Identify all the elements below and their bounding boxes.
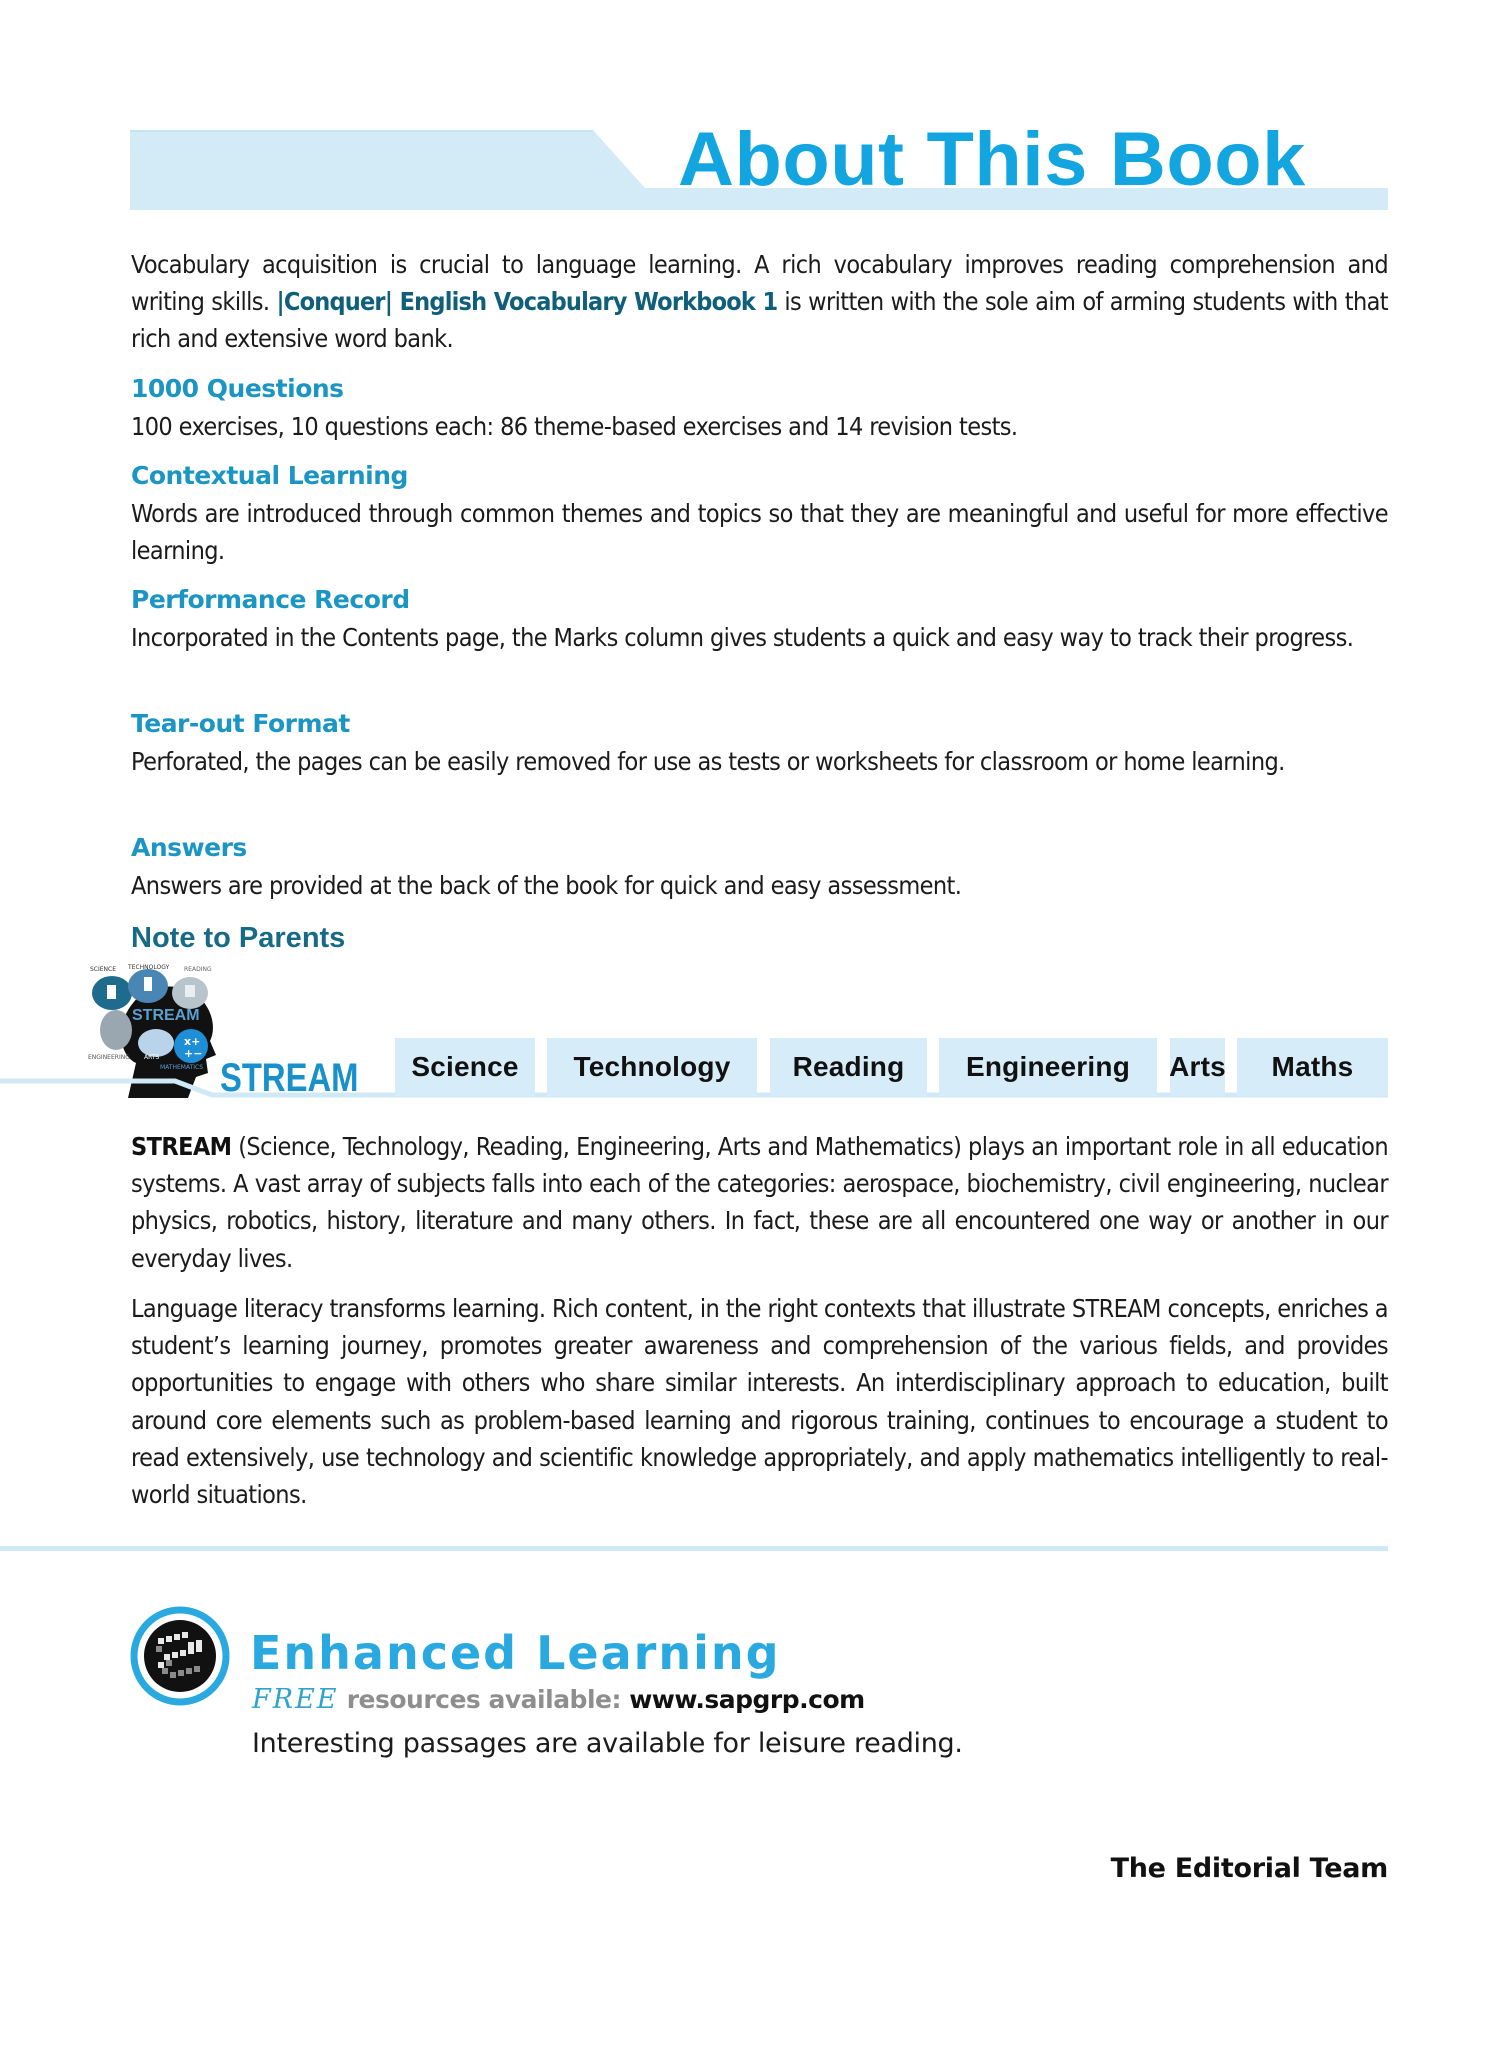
section-body-contextual: Words are introduced through common themes and topics so that they are meaningful and useful for more effective learning. xyxy=(131,499,1388,566)
tab-engineering: Engineering xyxy=(939,1038,1157,1096)
arts-bubble-icon xyxy=(138,1029,174,1057)
svg-text:+−: +− xyxy=(184,1047,203,1060)
engineering-bubble-icon xyxy=(100,1010,132,1050)
stream-label: STREAM xyxy=(220,1056,359,1100)
svg-text:ARTS: ARTS xyxy=(144,1054,160,1061)
free-label: FREE xyxy=(252,1684,339,1715)
intro-text-before: Vocabulary acquisition is crucial to language learning. A rich vocabulary improves reading comprehension and writing skills. xyxy=(131,250,1388,317)
section-heading-tearout: Tear-out Format xyxy=(131,709,350,738)
section-heading-contextual: Contextual Learning xyxy=(131,461,408,490)
svg-text:MATHEMATICS: MATHEMATICS xyxy=(160,1064,204,1071)
resources-url-link[interactable]: www.sapgrp.com xyxy=(629,1685,865,1714)
section-heading-questions: 1000 Questions xyxy=(131,374,344,403)
svg-text:SCIENCE: SCIENCE xyxy=(90,966,117,973)
svg-text:ENGINEERING: ENGINEERING xyxy=(88,1054,130,1061)
section-heading-answers: Answers xyxy=(131,833,247,862)
editorial-signoff: The Editorial Team xyxy=(1110,1853,1388,1884)
svg-text:READING: READING xyxy=(184,966,212,973)
enhanced-learning-logo-icon xyxy=(130,1606,230,1706)
stream-bold: STREAM xyxy=(131,1132,232,1161)
tab-technology: Technology xyxy=(547,1038,757,1096)
stream-paragraph-text: (Science, Technology, Reading, Engineering, Arts and Mathematics) plays an important role in all education systems. A vast array of subjects falls into each of the categories: aerospace, biochemistry, civil engineering, nuclear physics, robotics, history, literature and many others. In fact, these are all encountered one way or another in our everyday lives. xyxy=(131,1132,1388,1273)
literacy-paragraph: Language literacy transforms learning. Rich content, in the right contexts that illustrate STREAM concepts, enriches a student’s learning journey, promotes greater awareness and comprehension of the various fields, and provides opportunities to engage with others who share similar interests. An interdisciplinary approach to education, built around core elements such as problem-based learning and rigorous training, continues to encourage a student to read extensively, use technology and scientific knowledge appropriately, and apply mathematics intelligently to real-world situations. xyxy=(131,1294,1388,1510)
page-title: About This Book xyxy=(678,117,1306,202)
bottom-divider xyxy=(0,1546,1388,1551)
section-body-performance: Incorporated in the Contents page, the Marks column gives students a quick and easy way to track their progress. xyxy=(131,623,1354,652)
section-body-tearout: Perforated, the pages can be easily removed for use as tests or worksheets for classroom or home learning. xyxy=(131,747,1285,776)
stream-paragraph xyxy=(131,1128,1388,1277)
enhanced-learning-description: Interesting passages are available for leisure reading. xyxy=(252,1728,963,1759)
tab-maths: Maths xyxy=(1237,1038,1388,1096)
tab-arts: Arts xyxy=(1170,1038,1225,1096)
section-heading-performance: Performance Record xyxy=(131,585,410,614)
svg-text:x+: x+ xyxy=(184,1035,201,1048)
svg-text:STREAM: STREAM xyxy=(132,1007,200,1024)
book-title: |Conquer| English Vocabulary Workbook 1 xyxy=(276,287,778,317)
resources-label: resources available: xyxy=(338,1685,630,1714)
tab-reading: Reading xyxy=(770,1038,927,1096)
section-body-questions: 100 exercises, 10 questions each: 86 theme-based exercises and 14 revision tests. xyxy=(131,412,1018,441)
free-resources-line xyxy=(252,1684,865,1716)
section-body-answers: Answers are provided at the back of the book for quick and easy assessment. xyxy=(131,871,962,900)
intro-text-after: is written with the sole aim of arming students with that rich and extensive word bank. xyxy=(131,287,1388,354)
note-to-parents-heading: Note to Parents xyxy=(131,922,346,954)
svg-text:TECHNOLOGY: TECHNOLOGY xyxy=(128,964,170,971)
intro-paragraph xyxy=(131,246,1388,358)
enhanced-learning-title: Enhanced Learning xyxy=(250,1626,781,1680)
tab-science: Science xyxy=(395,1038,535,1096)
